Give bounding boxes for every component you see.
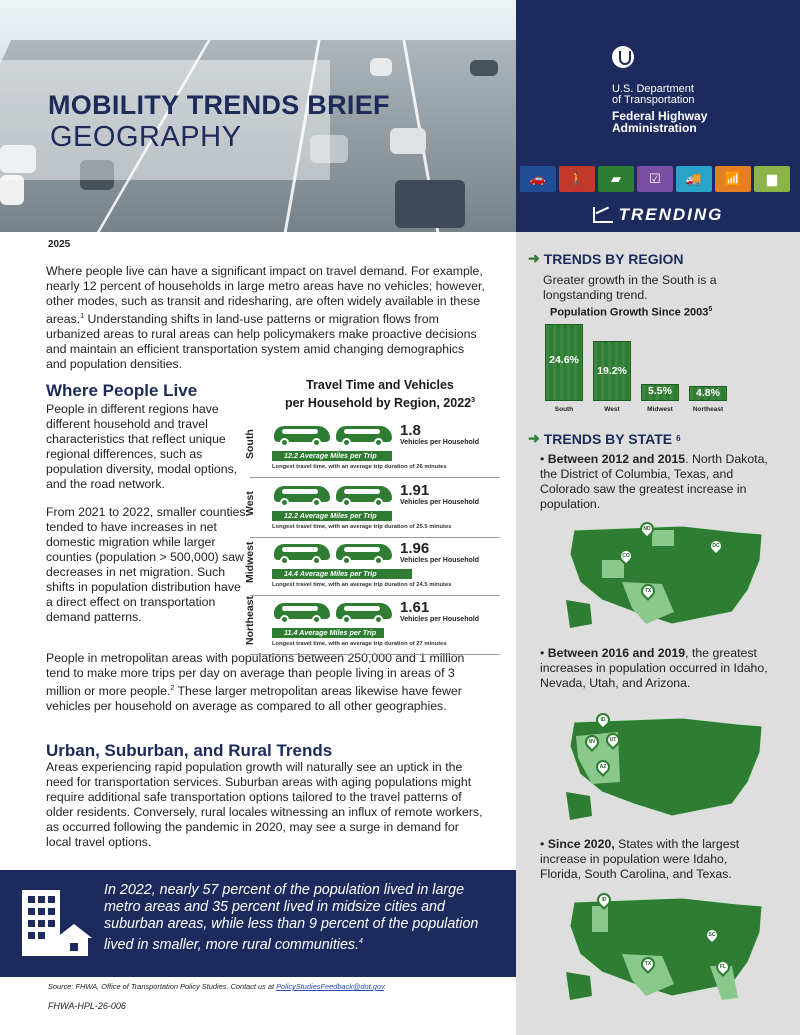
pin-dc: DC [706, 536, 726, 556]
vehicle-icon [274, 422, 330, 446]
trending-label: TRENDING [618, 205, 724, 224]
bar-category-label: Midwest [647, 406, 673, 413]
bar-value-label: 24.6% [549, 354, 579, 366]
pedestrian-icon: 🚶 [559, 166, 595, 192]
where-heading: Where People Live [46, 381, 198, 400]
travel-time-note: Longest travel time, with an average trip duration of 25.5 minutes [272, 524, 452, 530]
bar-category-label: Northeast [692, 406, 724, 413]
pin-co: CO [616, 546, 636, 566]
topic-icon-bar [520, 166, 796, 192]
trending-banner [516, 200, 800, 230]
usdot-logo-icon [612, 46, 634, 68]
travel-time-note: Longest travel time, with an average trip duration of 26 minutes [272, 464, 447, 470]
quote-text: In 2022, nearly 57 percent of the population lived in large metro areas and 35 percent lived in midsize cities and suburban areas, while less than 9 percent of the population lived in smaller, more rural communities.$^4$ [104, 882, 479, 953]
us-map-since-2020 [562, 892, 772, 1007]
where-paragraph-3: People in metropolitan areas with populations between 250,000 and 1 million tend to make more trips per day on average than people living in areas of 3 million or more people.$^2$ These larger metropolitan areas likewise have fewer vehicles per household on average as compared to all other geographies. [46, 651, 465, 714]
vehicles-value: 1.8 [400, 422, 421, 439]
pin-sc: SC [702, 925, 722, 945]
travel-time-note: Longest travel time, with an average trip duration of 27 minutes [272, 641, 447, 647]
where-paragraph-2: From 2021 to 2022, smaller counties tended to have increases in net domestic migration while larger counties (population > 500,000) saw decreases in net migration. Such shifts in population distribution have a direct effect on transportation demand patterns. [46, 505, 246, 624]
growth-chart-title: Population Growth Since 2003$^5$ [550, 306, 713, 319]
travel-row-midwest [244, 538, 500, 596]
state-bullet-1: • Between 2012 and 2015. North Dakota, the District of Columbia, Texas, and Colorado saw the greatest increase in population. [540, 452, 768, 511]
bar-category-label: South [554, 406, 574, 413]
region-label: Northeast [244, 595, 256, 645]
bar-midwest [641, 384, 679, 401]
vehicles-value: 1.61 [400, 599, 430, 616]
pin-fl: FL [713, 957, 733, 977]
agency-name: Federal Highway Administration [612, 109, 708, 135]
vehicles-label: Vehicles per Household [400, 616, 479, 623]
travel-row-west [244, 480, 500, 538]
feedback-email-link[interactable]: PolicyStudiesFeedback@dot.gov [276, 982, 385, 991]
vehicles-label: Vehicles per Household [400, 499, 479, 506]
where-paragraph-1: People in different regions have different household and travel characteristics that reflect unique regional differences, such as population diversity, modal options, and the road network. [46, 402, 238, 491]
vehicle-icon [274, 482, 330, 506]
bar-value-label: 5.5% [648, 385, 672, 397]
vehicle-icon [274, 540, 330, 564]
dept-name: U.S. Department of Transportation [612, 83, 695, 106]
vehicles-value: 1.96 [400, 540, 430, 557]
vehicle-icon [336, 482, 392, 506]
us-map-2012-2015 [562, 520, 772, 635]
urban-heading: Urban, Suburban, and Rural Trends [46, 741, 333, 760]
trend-up-icon [593, 207, 613, 223]
urban-paragraph: Areas experiencing rapid population growth will naturally see an uptick in the need for transportation services. Suburban areas with aging populations might require additional safe transportation options tailored to the travel patterns of older residents. Conversely, rural locales witnessing an influx of remote workers, as occurred following the pandemic in 2020, may see a surge in demand for local travel options. [46, 760, 483, 849]
pin-tx: TX [638, 581, 658, 601]
pin-id: ID [593, 710, 613, 730]
year: 2025 [48, 239, 71, 250]
us-map-icon: ▰ [598, 166, 634, 192]
bar-category-label: West [604, 406, 620, 413]
document-code: FHWA-HPL-26-006 [48, 1001, 126, 1011]
pin-az: AZ [593, 757, 613, 777]
arrow-right-icon: ➜ [528, 250, 540, 266]
region-label: South [244, 429, 256, 459]
intro-paragraph: Where people live can have a significant impact on travel demand. For example, nearly 12 percent of households in large metro areas have no vehicles; however, other modes, such as transit and ridesharing, are often widely available in these areas.$^1$ Understanding shifts in land-use patterns or migration flows from urbanized areas to rural areas can help policymakers make proactive decisions and maintain an efficient transportation system amid changing demographics and population densities. [46, 264, 485, 372]
travel-row-northeast [244, 595, 500, 655]
car-icon: 🚗 [520, 166, 556, 192]
vehicles-label: Vehicles per Household [400, 439, 479, 446]
source-note: Source: FHWA, Office of Transportation Policy Studies. Contact us at PolicyStudiesFeedback@dot.gov. [48, 982, 387, 991]
vehicle-icon [336, 540, 392, 564]
pin-ut: UT [603, 730, 623, 750]
truck-icon: 🚚 [676, 166, 712, 192]
state-heading: ➜ TRENDS BY STATE 6 [528, 430, 681, 447]
vehicles-value: 1.91 [400, 482, 430, 499]
page-subtitle: GEOGRAPHY [50, 121, 242, 153]
miles-bar: 12.2 Average Miles per Trip [272, 511, 392, 521]
us-map-2016-2019 [562, 712, 772, 827]
building-house-icon [20, 888, 92, 960]
region-text: Greater growth in the South is a longstanding trend. [543, 273, 717, 302]
arrow-right-icon: ➜ [528, 430, 540, 446]
region-label: Midwest [244, 541, 256, 583]
travel-row-south [244, 420, 500, 478]
bar-south [545, 324, 583, 401]
region-label: West [244, 491, 256, 517]
miles-bar: 12.2 Average Miles per Trip [272, 451, 392, 461]
bar-value-label: 19.2% [597, 365, 627, 377]
bar-west [593, 341, 631, 401]
state-bullet-3: • Since 2020, States with the largest increase in population were Idaho, Florida, South Carolina, and Texas. [540, 837, 740, 881]
growth-chart-icon: ▆ [754, 166, 790, 192]
region-heading: ➜ TRENDS BY REGION [528, 250, 684, 267]
pin-tx-2020: TX [638, 954, 658, 974]
bar-value-label: 4.8% [696, 387, 720, 399]
vehicle-icon [336, 422, 392, 446]
miles-bar: 11.4 Average Miles per Trip [272, 628, 384, 638]
miles-bar: 14.4 Average Miles per Trip [272, 569, 412, 579]
page-title: MOBILITY TRENDS BRIEF [48, 90, 390, 120]
growth-bar-chart [545, 325, 735, 413]
checklist-icon: ☑ [637, 166, 673, 192]
travel-chart-title: Travel Time and Vehicles per Household by Region, 2022$^3$ [284, 378, 476, 411]
wifi-car-icon: 📶 [715, 166, 751, 192]
travel-time-note: Longest travel time, with an average trip duration of 24.5 minutes [272, 582, 452, 588]
pin-nv: NV [582, 732, 602, 752]
vehicle-icon [274, 599, 330, 623]
bar-northeast [689, 386, 727, 401]
vehicles-label: Vehicles per Household [400, 557, 479, 564]
pin-nd: ND [637, 519, 657, 539]
vehicle-icon [336, 599, 392, 623]
state-bullet-2: • Between 2016 and 2019, the greatest increases in population occurred in Idaho, Nevada, Utah, and Arizona. [540, 646, 768, 690]
pin-id-2020: ID [594, 890, 614, 910]
